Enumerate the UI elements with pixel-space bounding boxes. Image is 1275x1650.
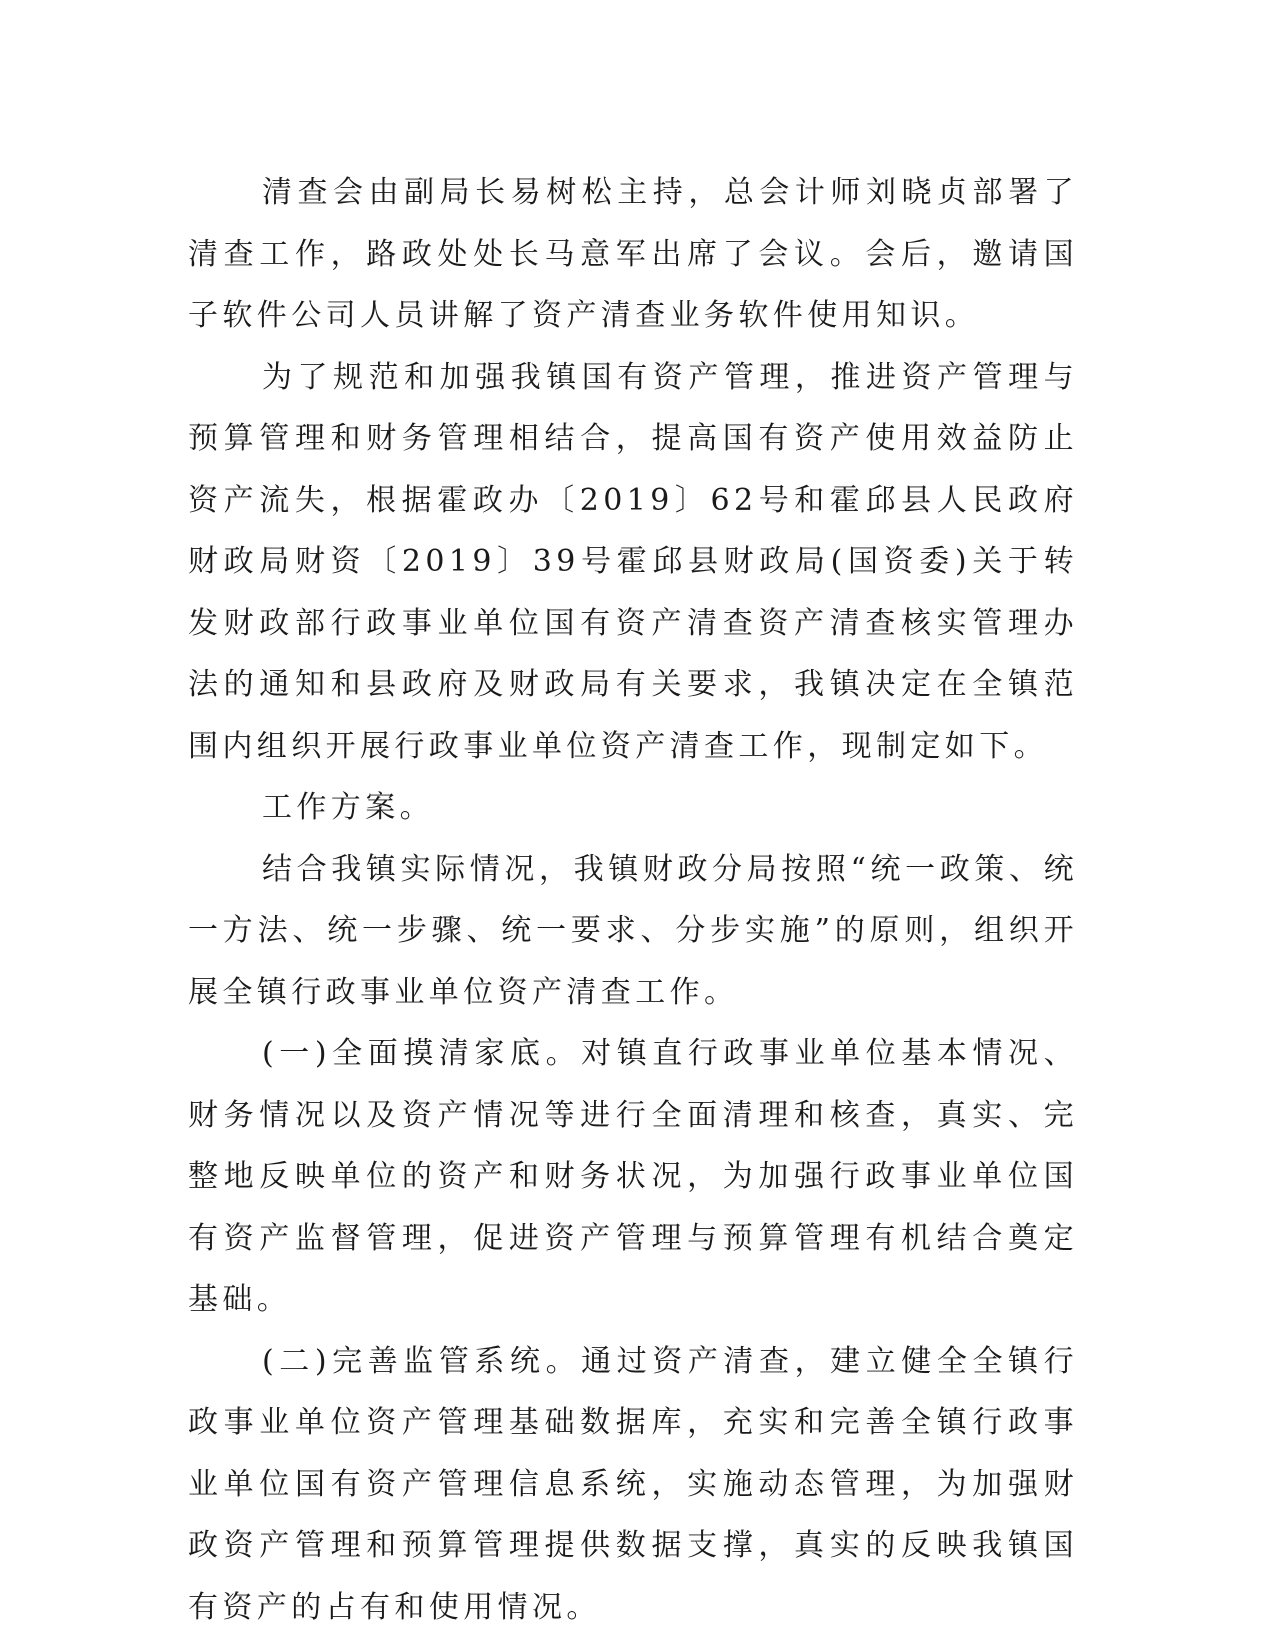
document-body: [188, 162, 1078, 1638]
paragraph-work-plan-heading: 工作方案。: [262, 790, 434, 825]
paragraph-item-one: (一)全面摸清家底。对镇直行政事业单位基本情况、财务情况以及资产情况等进行全面清理和核查，真实、完整地反映单位的资产和财务状况，为加强行政事业单位国有资产监督管理，促进资产管理与预算管理有机结合奠定基础。: [188, 1036, 1078, 1317]
paragraph-inventory-meeting: 清查会由副局长易树松主持，总会计师刘晓贞部署了清查工作，路政处处长马意军出席了会议。会后，邀请国子软件公司人员讲解了资产清查业务软件使用知识。: [188, 175, 1078, 333]
paragraph-purpose: 为了规范和加强我镇国有资产管理，推进资产管理与预算管理和财务管理相结合，提高国有资产使用效益防止资产流失，根据霍政办〔2019〕62号和霍邱县人民政府财政局财资〔2019〕39号霍邱县财政局(国资委)关于转发财政部行政事业单位国有资产清查资产清查核实管理办法的通知和县政府及财政局有关要求，我镇决定在全镇范围内组织开展行政事业单位资产清查工作，现制定如下。: [188, 359, 1078, 764]
paragraph-principles: 结合我镇实际情况，我镇财政分局按照“统一政策、统一方法、统一步骤、统一要求、分步实施”的原则，组织开展全镇行政事业单位资产清查工作。: [188, 851, 1078, 1010]
paragraph-item-two: (二)完善监管系统。通过资产清查，建立健全全镇行政事业单位资产管理基础数据库，充实和完善全镇行政事业单位国有资产管理信息系统，实施动态管理，为加强财政资产管理和预算管理提供数据支撑，真实的反映我镇国有资产的占有和使用情况。: [188, 1343, 1078, 1625]
